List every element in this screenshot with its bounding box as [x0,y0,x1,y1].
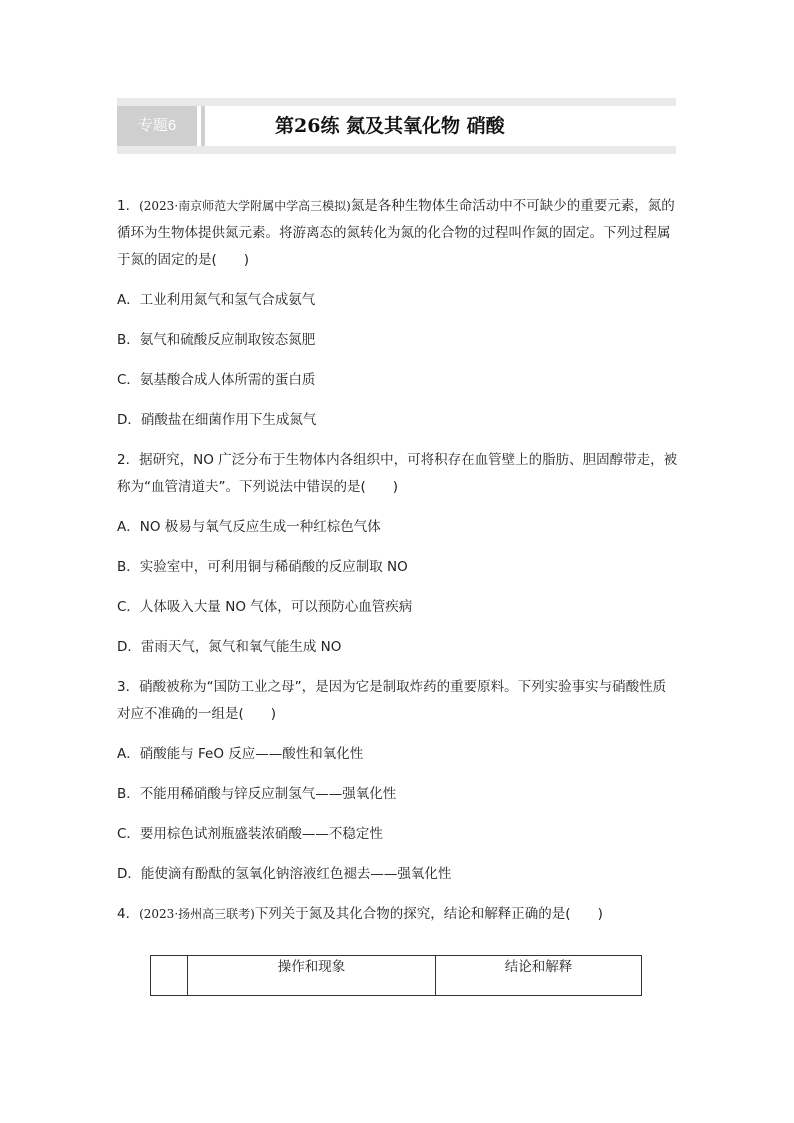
table-header-operation: 操作和现象 [188,956,436,995]
q2-option-a: A．NO 极易与氧气反应生成一种红棕色气体 [117,519,381,535]
q2-option-d: D．雷雨天气，氮气和氧气能生成 NO [117,639,342,655]
question-4 [117,901,679,928]
question-1 [117,193,679,274]
answer-table [150,955,642,996]
question-2: 2．据研究，NO 广泛分布于生物体内各组织中，可将积存在血管壁上的脂肪、胆固醇带走，被称为“血管清道夫”。下列说法中错误的是( ) [117,452,678,495]
page-title: 第26练 氮及其氧化物 硝酸 [275,115,505,137]
section-header [117,98,676,154]
q3-option-b: B．不能用稀硝酸与锌反应制氢气——强氧化性 [117,786,397,802]
question-text: 下列关于氮及其化合物的探究，结论和解释正确的是( ) [254,906,603,922]
question-number: 1． [117,198,140,214]
q1-option-d: D．硝酸盐在细菌作用下生成氮气 [117,412,317,428]
q1-option-b: B．氨气和硫酸反应制取铵态氮肥 [117,332,316,348]
header-bottom-bar [117,146,676,154]
question-source: (2023·扬州高三联考) [139,907,255,921]
q3-option-d: D．能使滴有酚酞的氢氧化钠溶液红色褪去——强氧化性 [117,866,452,882]
table-header-conclusion: 结论和解释 [504,959,573,975]
q2-option-b: B．实验室中，可利用铜与稀硝酸的反应制取 NO [117,559,408,575]
question-list [117,193,679,941]
table-index-column [151,956,188,995]
question-text: 氮是各种生物体生命活动中不可缺少的重要元素，氮的循环为生物体提供氮元素。将游离态的氮转化为氮的化合物的过程叫作氮的固定。下列过程属于氮的固定的是( ) [117,198,675,268]
question-number: 4． [117,906,140,922]
topic-tag: 专题6 [117,106,197,146]
q3-option-c: C．要用棕色试剂瓶盛装浓硝酸——不稳定性 [117,826,383,842]
question-3: 3．硝酸被称为“国防工业之母”，是因为它是制取炸药的重要原料。下列实验事实与硝酸性质对应不准确的一组是( ) [117,679,667,722]
q1-option-c: C．氨基酸合成人体所需的蛋白质 [117,372,316,388]
tag-separator [201,106,205,146]
q2-option-c: C．人体吸入大量 NO 气体，可以预防心血管疾病 [117,599,413,615]
question-source: (2023·南京师范大学附属中学高三模拟) [139,199,351,213]
q1-option-a: A．工业利用氮气和氢气合成氨气 [117,292,316,308]
header-top-bar [117,98,676,106]
q3-option-a: A．硝酸能与 FeO 反应——酸性和氧化性 [117,746,364,762]
